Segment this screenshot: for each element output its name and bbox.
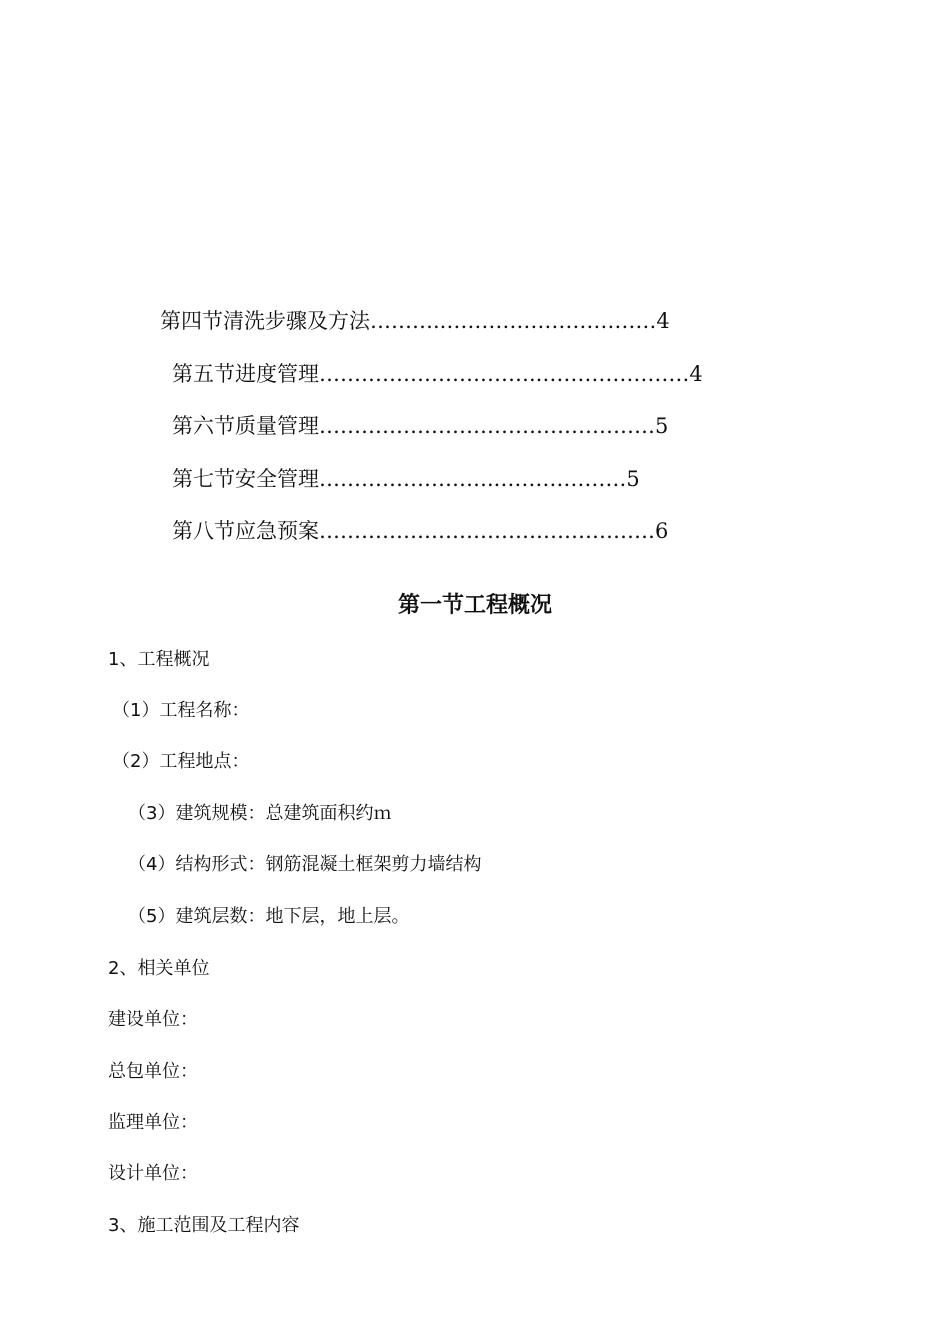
design-unit: 设计单位：: [108, 1163, 198, 1184]
toc-entry-section-6[interactable]: [172, 411, 792, 441]
toc-entry-title: 第七节安全管理: [172, 467, 319, 491]
toc-entry-leader: …………………………………………: [319, 414, 655, 438]
building-scale-item: （3）建筑规模：总建筑面积约ｍ: [128, 803, 392, 824]
toc-entry-page: 4: [689, 362, 703, 386]
toc-entry-title: 第八节应急预案: [172, 519, 319, 543]
toc-entry-leader: …………………………………………: [319, 519, 655, 543]
toc-entry-section-7[interactable]: [172, 464, 792, 494]
toc-entry-title: 第五节进度管理: [172, 362, 319, 386]
project-location-item: （2）工程地点：: [112, 751, 250, 772]
overview-heading: 1、工程概况: [108, 649, 210, 670]
scope-heading: 3、施工范围及工程内容: [108, 1215, 300, 1236]
toc-entry-leader: ………..…………………………: [370, 309, 657, 333]
toc-entry-page: 5: [626, 467, 640, 491]
building-floors-item: （5）建筑层数：地下层，地上层。: [128, 906, 410, 927]
related-units-heading: 2、相关单位: [108, 958, 210, 979]
toc-entry-section-5[interactable]: [172, 359, 792, 389]
structure-type-item: （4）结构形式：钢筋混凝土框架剪力墙结构: [128, 854, 482, 875]
project-name-item: （1）工程名称：: [112, 700, 250, 721]
toc-entry-title: 第四节清洗步骤及方法: [160, 309, 370, 333]
toc-entry-leader: …………………………..…………………: [319, 362, 690, 386]
toc-entry-page: 5: [655, 414, 669, 438]
section-title: 第一节工程概况: [397, 593, 552, 618]
owner-unit: 建设单位：: [108, 1009, 198, 1030]
toc-entry-title: 第六节质量管理: [172, 414, 319, 438]
supervision-unit: 监理单位：: [108, 1112, 198, 1133]
toc-entry-section-8[interactable]: [172, 516, 792, 546]
toc-entry-page: 4: [656, 309, 670, 333]
general-contractor-unit: 总包单位：: [108, 1061, 198, 1082]
toc-entry-section-4[interactable]: [160, 306, 792, 336]
toc-entry-page: 6: [655, 519, 669, 543]
toc-entry-leader: ……………………..………………: [319, 467, 627, 491]
